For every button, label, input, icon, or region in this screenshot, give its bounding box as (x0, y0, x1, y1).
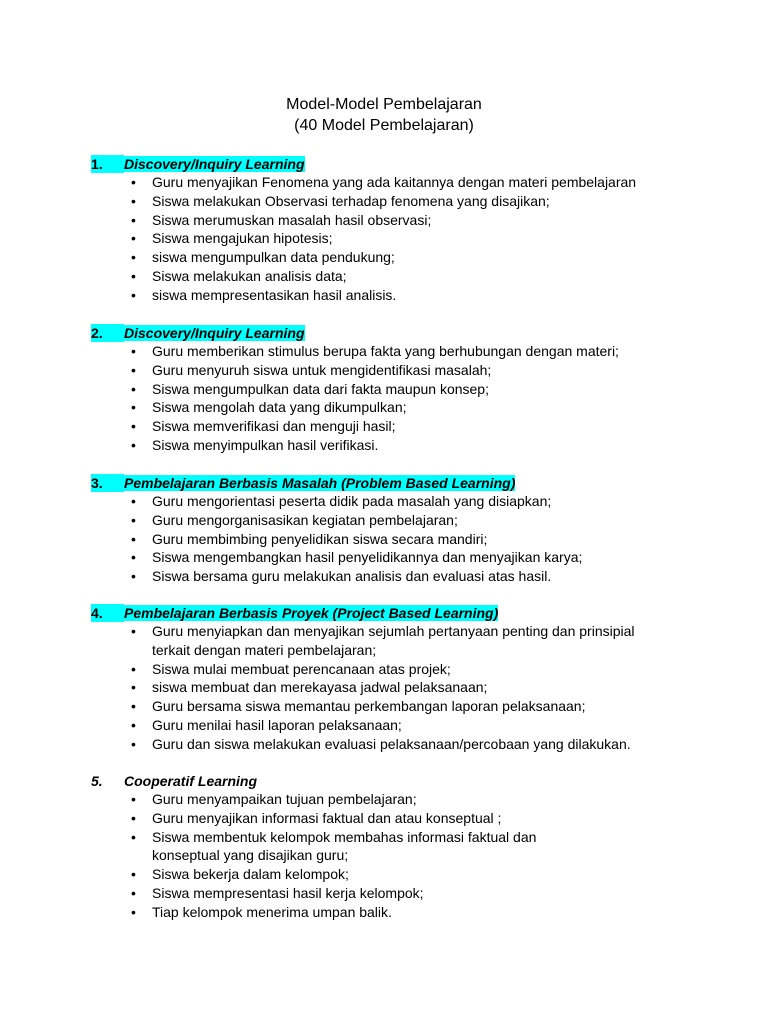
bullet-dot-icon: • (131, 735, 136, 752)
list-item-text: Guru menyajikan informasi faktual dan atau konseptual ; (152, 809, 502, 826)
bullet-dot-icon: • (131, 716, 136, 733)
list-item (91, 678, 731, 697)
section-heading (91, 604, 731, 622)
bullet-dot-icon: • (131, 399, 136, 416)
bullet-list (91, 342, 731, 455)
section-title: Discovery/Inquiry Learning (124, 156, 305, 172)
list-item-text: Guru dan siswa melakukan evaluasi pelaksanaan/percobaan yang dilakukan. (152, 735, 631, 752)
list-item (91, 622, 731, 660)
list-item (91, 884, 731, 903)
list-item (91, 735, 731, 754)
bullet-dot-icon: • (131, 884, 136, 901)
list-item (91, 511, 731, 530)
bullet-dot-icon: • (131, 361, 136, 378)
bullet-dot-icon: • (131, 809, 136, 826)
list-item (91, 492, 731, 511)
list-item-text: Siswa mempresentasi hasil kerja kelompok; (152, 884, 424, 901)
title-line-1: Model-Model Pembelajaran (286, 96, 482, 113)
section-title: Cooperatif Learning (124, 773, 258, 789)
list-item (91, 903, 731, 922)
list-item-text: Guru menyampaikan tujuan pembelajaran; (152, 791, 417, 807)
section-number: 5. (91, 773, 103, 789)
section-title: Pembelajaran Berbasis Masalah (Problem Based Learning) (124, 475, 516, 491)
list-item (91, 660, 731, 679)
bullet-dot-icon: • (131, 698, 136, 715)
bullet-dot-icon: • (131, 343, 136, 359)
bullet-dot-icon: • (131, 903, 136, 920)
list-item (91, 716, 731, 735)
bullet-list (91, 790, 731, 922)
bullet-list (91, 173, 731, 305)
section-1 (91, 155, 731, 305)
bullet-dot-icon: • (131, 511, 136, 528)
section-heading (91, 155, 731, 173)
list-item-text: Tiap kelompok menerima umpan balik. (152, 903, 392, 920)
bullet-dot-icon: • (131, 249, 136, 266)
bullet-dot-icon: • (131, 679, 136, 696)
bullet-list (91, 492, 731, 586)
list-item-text: Siswa melakukan Observasi terhadap fenomena yang disajikan; (152, 192, 550, 209)
list-item-text: Siswa mengembangkan hasil penyelidikannya dan menyajikan karya; (152, 549, 583, 566)
section-number: 1. (91, 155, 124, 173)
list-item-text: Siswa mengumpulkan data dari fakta maupun konsep; (152, 380, 489, 397)
bullet-dot-icon: • (131, 493, 136, 509)
list-item (91, 790, 731, 809)
list-item-text: Guru mengorganisasikan kegiatan pembelajaran; (152, 511, 458, 528)
list-item (91, 530, 731, 549)
list-item-text: Guru menyiapkan dan menyajikan sejumlah pertanyaan penting dan prinsipial terkait dengan materi pembelajaran; (152, 623, 635, 658)
section-title: Pembelajaran Berbasis Proyek (Project Based Learning) (124, 605, 499, 621)
list-item (91, 809, 731, 828)
list-item (91, 828, 731, 866)
list-item-text: Siswa bersama guru melakukan analisis dan evaluasi atas hasil. (152, 568, 552, 585)
bullet-dot-icon: • (131, 174, 136, 190)
title-line-2: (40 Model Pembelajaran) (294, 117, 474, 134)
section-number: 4. (91, 604, 124, 622)
bullet-dot-icon: • (131, 286, 136, 303)
section-number: 2. (91, 324, 124, 342)
bullet-dot-icon: • (131, 866, 136, 883)
list-item (91, 417, 731, 436)
bullet-dot-icon: • (131, 418, 136, 435)
section-3 (91, 474, 731, 586)
list-item-text: Guru menyuruh siswa untuk mengidentifikasi masalah; (152, 361, 492, 378)
list-item-text: Guru mengorientasi peserta didik pada masalah yang disiapkan; (152, 493, 552, 509)
list-item (91, 342, 731, 361)
bullet-dot-icon: • (131, 211, 136, 228)
list-item-text: Siswa memverifikasi dan menguji hasil; (152, 418, 396, 435)
list-item-text: Guru menilai hasil laporan pelaksanaan; (152, 716, 402, 733)
list-item-text: Siswa mengolah data yang dikumpulkan; (152, 399, 407, 416)
list-item (91, 380, 731, 399)
bullet-list (91, 622, 731, 754)
list-item-text: siswa membuat dan merekayasa jadwal pelaksanaan; (152, 679, 488, 696)
section-2 (91, 324, 731, 455)
list-item-text: Siswa menyimpulkan hasil verifikasi. (152, 436, 379, 453)
list-item-text: Siswa merumuskan masalah hasil observasi; (152, 211, 432, 228)
bullet-dot-icon: • (131, 568, 136, 585)
list-item (91, 865, 731, 884)
bullet-dot-icon: • (131, 791, 136, 807)
list-item-text: Siswa membentuk kelompok membahas informasi faktual dan konseptual yang disajikan guru; (152, 828, 537, 864)
list-item (91, 567, 731, 586)
list-item-text: Siswa melakukan analisis data; (152, 267, 347, 284)
section-heading (91, 772, 731, 790)
section-heading (91, 324, 731, 342)
list-item (91, 286, 731, 305)
list-item (91, 697, 731, 716)
list-item (91, 548, 731, 567)
section-heading (91, 474, 731, 492)
list-item (91, 361, 731, 380)
section-number: 3. (91, 474, 124, 492)
list-item-text: siswa mempresentasikan hasil analisis. (152, 286, 397, 303)
bullet-dot-icon: • (131, 530, 136, 547)
bullet-dot-icon: • (131, 623, 136, 639)
list-item (91, 398, 731, 417)
list-item (91, 267, 731, 286)
section-4 (91, 604, 731, 754)
bullet-dot-icon: • (131, 380, 136, 397)
list-item-text: Siswa mengajukan hipotesis; (152, 230, 333, 247)
list-item (91, 436, 731, 455)
bullet-dot-icon: • (131, 267, 136, 284)
list-item-text: Guru menyajikan Fenomena yang ada kaitannya dengan materi pembelajaran (152, 174, 637, 190)
list-item (91, 211, 731, 230)
list-item-text: Guru memberikan stimulus berupa fakta yang berhubungan dengan materi; (152, 343, 619, 359)
list-item-text: Siswa bekerja dalam kelompok; (152, 866, 349, 883)
bullet-dot-icon: • (131, 436, 136, 453)
bullet-dot-icon: • (131, 549, 136, 566)
list-item (91, 173, 731, 192)
list-item (91, 192, 731, 211)
list-item (91, 229, 731, 248)
section-title: Discovery/Inquiry Learning (124, 325, 305, 341)
section-5 (91, 772, 731, 922)
bullet-dot-icon: • (131, 660, 136, 677)
bullet-dot-icon: • (131, 828, 136, 845)
list-item-text: Guru membimbing penyelidikan siswa secara mandiri; (152, 530, 488, 547)
list-item-text: siswa mengumpulkan data pendukung; (152, 249, 395, 266)
list-item (91, 248, 731, 267)
list-item-text: Guru bersama siswa memantau perkembangan laporan pelaksanaan; (152, 698, 586, 715)
bullet-dot-icon: • (131, 230, 136, 247)
list-item-text: Siswa mulai membuat perencanaan atas projek; (152, 660, 451, 677)
document-title (0, 94, 768, 136)
bullet-dot-icon: • (131, 192, 136, 209)
